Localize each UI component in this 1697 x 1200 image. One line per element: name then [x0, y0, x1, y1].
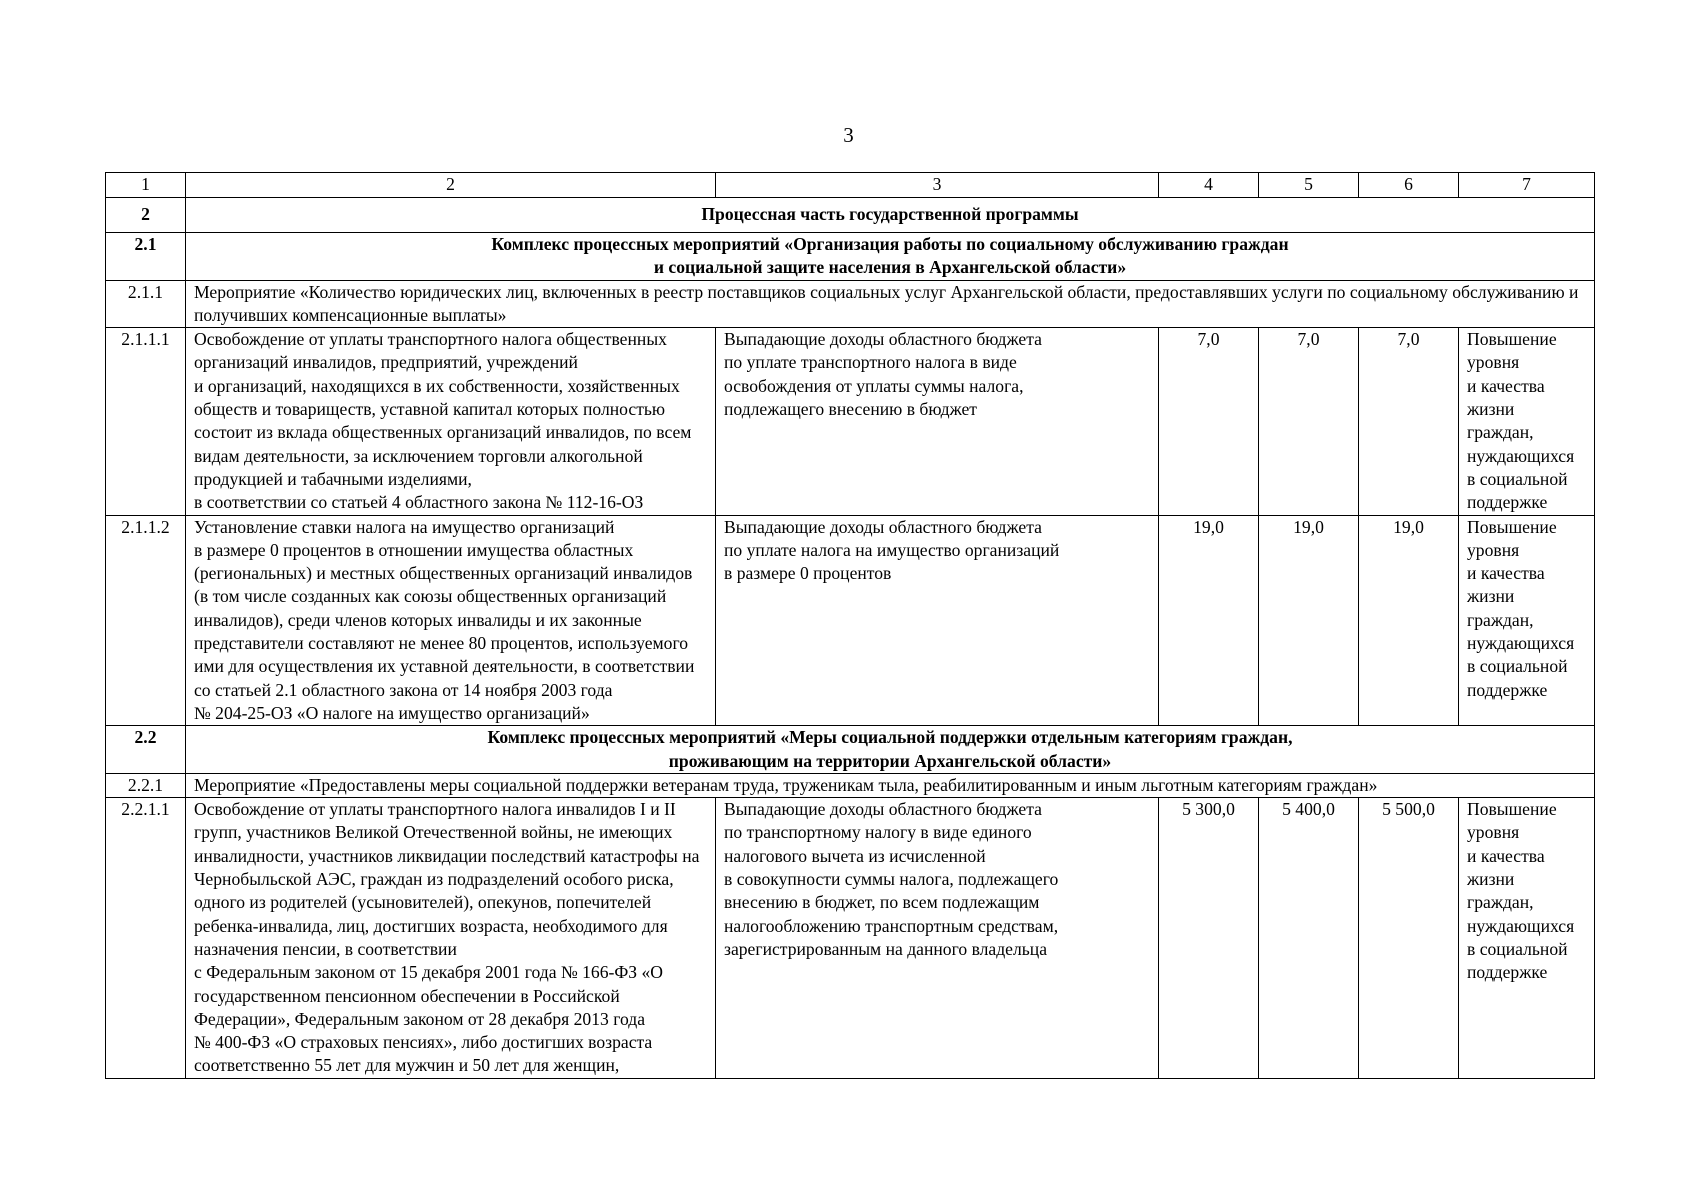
section-title: Процессная часть государственной программы [186, 198, 1595, 233]
column-header: 3 [716, 173, 1159, 198]
column-header: 2 [186, 173, 716, 198]
program-table [105, 172, 1595, 1079]
section-title: Комплекс процессных мероприятий «Меры социальной поддержки отдельным категориям граждан, проживающим на территории Архангельской области» [186, 726, 1595, 774]
row-number: 2.1.1.2 [106, 515, 186, 726]
row-number: 2.2.1.1 [106, 798, 186, 1079]
value-col-6: 19,0 [1359, 515, 1459, 726]
section-number: 2.1 [106, 233, 186, 281]
measure-description: Освобождение от уплаты транспортного налога инвалидов I и II групп, участников Великой Отечественной войны, не имеющих инвалидности, участников ликвидации последствий катастрофы на Чернобыльской АЭС, граждан из подразделений особого риска, одного из родителей (усыновителей), опекунов, попечителей ребенка-инвалида, лиц, достигших возраста, необходимого для назначения пенсии, в соответствии с Федеральным законом от 15 декабря 2001 года № 166-ФЗ «О государственном пенсионном обеспечении в Российской Федерации», Федеральным законом от 28 декабря 2013 года № 400-ФЗ «О страховых пенсиях», либо достигших возраста соответственно 55 лет для мужчин и 50 лет для женщин, [186, 798, 716, 1079]
value-col-5: 19,0 [1259, 515, 1359, 726]
section-number: 2 [106, 198, 186, 233]
column-header: 4 [1159, 173, 1259, 198]
measure-description: Установление ставки налога на имущество организаций в размере 0 процентов в отношении имущества областных (региональных) и местных общественных организаций инвалидов (в том числе созданных как союзы общественных организаций инвалидов), среди членов которых инвалиды и их законные представители составляют не менее 80 процентов, используемого ими для осуществления их уставной деятельности, в соответствии со статьей 2.1 областного закона от 14 ноября 2003 года № 204-25-ОЗ «О налоге на имущество организаций» [186, 515, 716, 726]
table-row [106, 328, 1595, 515]
indicator-description: Выпадающие доходы областного бюджета по транспортному налогу в виде единого налогового вычета из исчисленной в совокупности суммы налога, подлежащего внесению в бюджет, по всем подлежащим налогообложению транспортным средствам, зарегистрированным на данного владельца [716, 798, 1159, 1079]
goal-text: Повышение уровня и качества жизни граждан, нуждающихся в социальной поддержке [1459, 328, 1595, 515]
table-row [106, 798, 1595, 1079]
event-title: Мероприятие «Количество юридических лиц, включенных в реестр поставщиков социальных услуг Архангельской области, предоставлявших услуги по социальному обслуживанию и получивших компенсационные выплаты» [186, 280, 1595, 328]
value-col-5: 5 400,0 [1259, 798, 1359, 1079]
value-col-5: 7,0 [1259, 328, 1359, 515]
value-col-4: 7,0 [1159, 328, 1259, 515]
section-row [106, 233, 1595, 281]
measure-description: Освобождение от уплаты транспортного налога общественных организаций инвалидов, предприятий, учреждений и организаций, находящихся в их собственности, хозяйственных обществ и товариществ, уставной капитал которых полностью состоит из вклада общественных организаций инвалидов, по всем видам деятельности, за исключением торговли алкогольной продукцией и табачными изделиями, в соответствии со статьей 4 областного закона № 112-16-ОЗ [186, 328, 716, 515]
goal-text: Повышение уровня и качества жизни граждан, нуждающихся в социальной поддержке [1459, 798, 1595, 1079]
event-row [106, 280, 1595, 328]
row-number: 2.1.1.1 [106, 328, 186, 515]
event-row [106, 773, 1595, 797]
event-number: 2.2.1 [106, 773, 186, 797]
indicator-description: Выпадающие доходы областного бюджета по уплате налога на имущество организаций в размере 0 процентов [716, 515, 1159, 726]
page-number: 3 [843, 123, 854, 147]
event-number: 2.1.1 [106, 280, 186, 328]
goal-text: Повышение уровня и качества жизни граждан, нуждающихся в социальной поддержке [1459, 515, 1595, 726]
section-title: Комплекс процессных мероприятий «Организация работы по социальному обслуживанию граждан и социальной защите населения в Архангельской области» [186, 233, 1595, 281]
section-row [106, 198, 1595, 233]
value-col-4: 5 300,0 [1159, 798, 1259, 1079]
event-title: Мероприятие «Предоставлены меры социальной поддержки ветеранам труда, труженикам тыла, реабилитированным и иным льготным категориям граждан» [186, 773, 1595, 797]
indicator-description: Выпадающие доходы областного бюджета по уплате транспортного налога в виде освобождения от уплаты суммы налога, подлежащего внесению в бюджет [716, 328, 1159, 515]
column-header: 6 [1359, 173, 1459, 198]
table-row [106, 515, 1595, 726]
value-col-4: 19,0 [1159, 515, 1259, 726]
column-header: 5 [1259, 173, 1359, 198]
column-header: 7 [1459, 173, 1595, 198]
section-row [106, 726, 1595, 774]
value-col-6: 7,0 [1359, 328, 1459, 515]
section-number: 2.2 [106, 726, 186, 774]
column-number-row [106, 173, 1595, 198]
column-header: 1 [106, 173, 186, 198]
value-col-6: 5 500,0 [1359, 798, 1459, 1079]
